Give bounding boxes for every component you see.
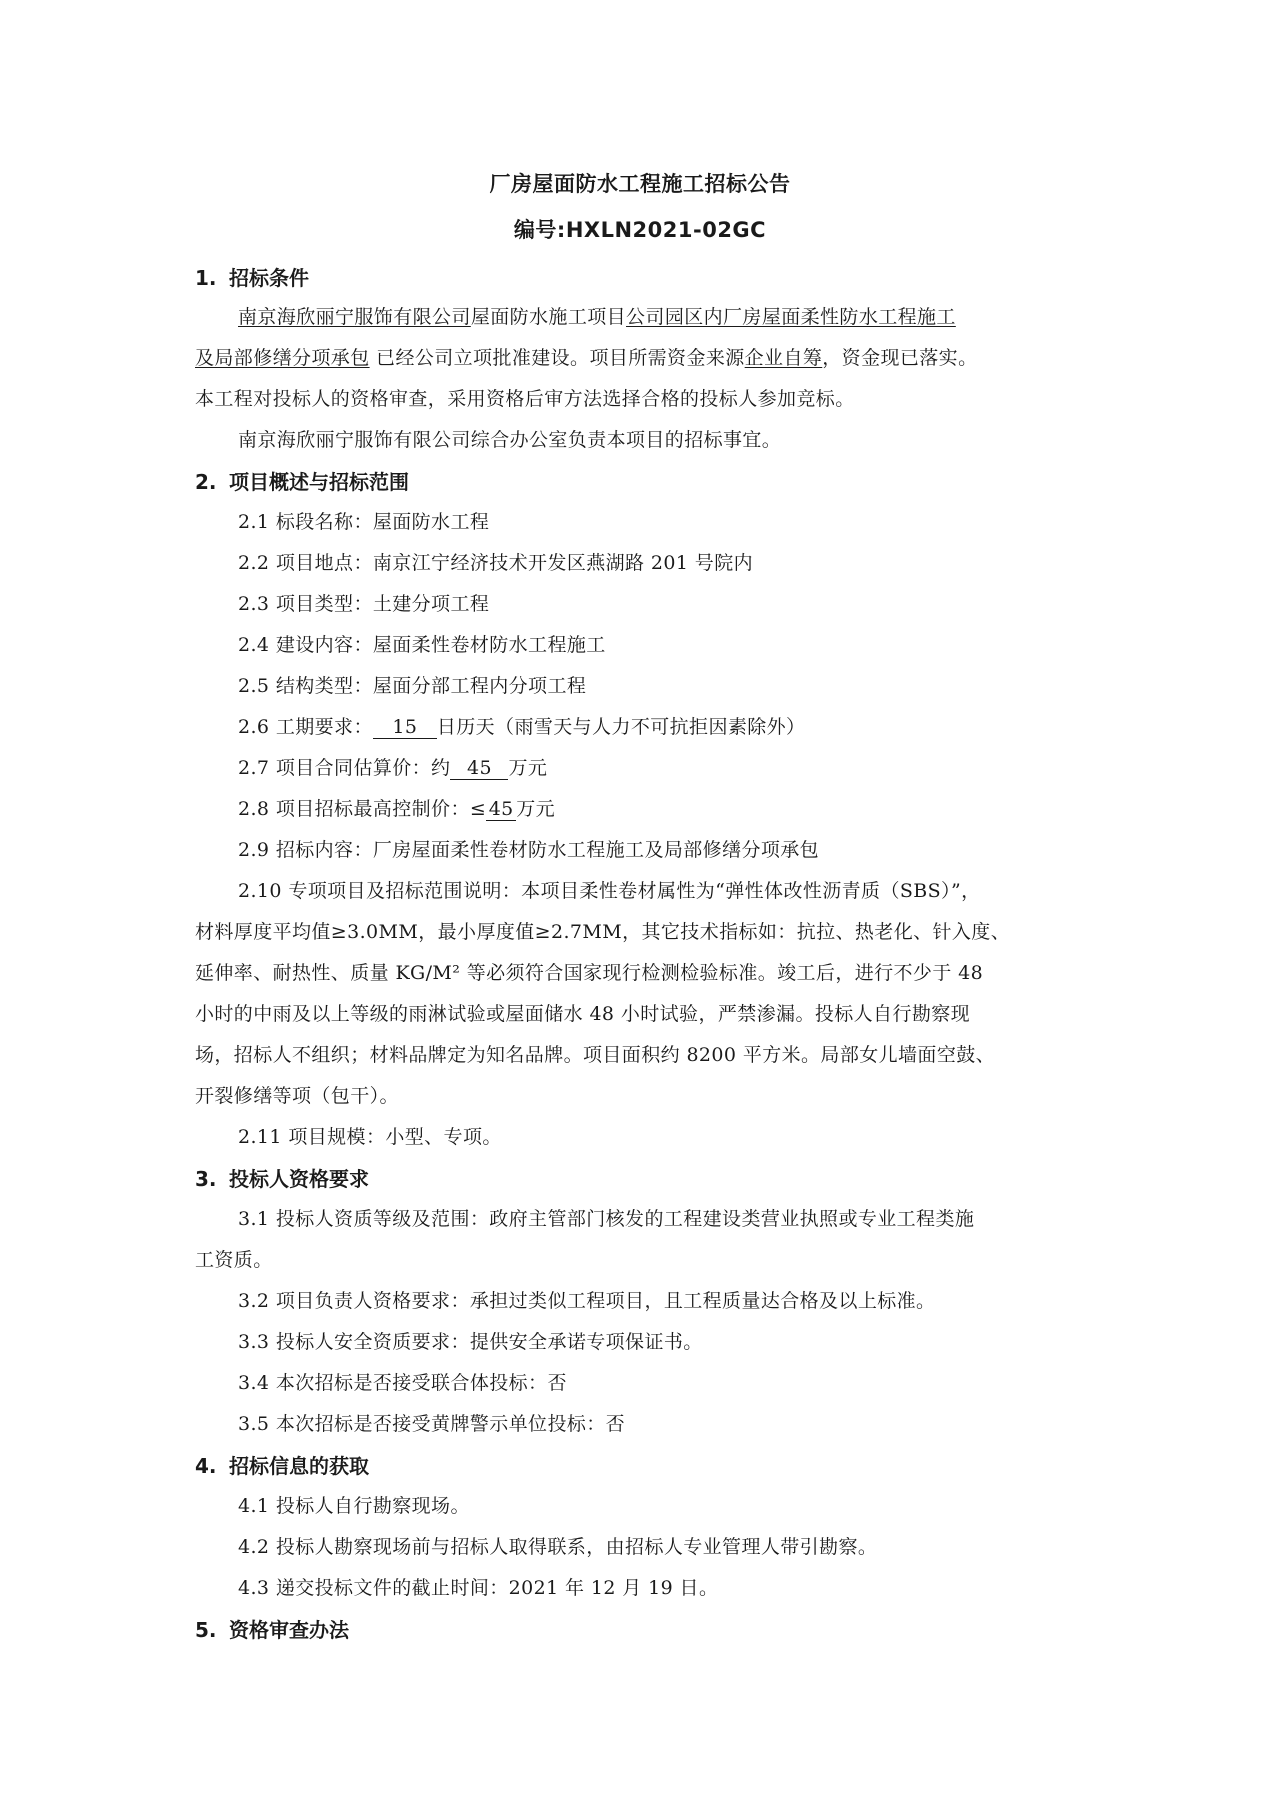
- list-item: [238, 794, 555, 821]
- paragraph-line: 小时的中雨及以上等级的雨淋试验或屋面储水 48 小时试验，严禁渗漏。投标人自行勘察现: [195, 1003, 971, 1025]
- list-item: 4.3 递交投标文件的截止时间：2021 年 12 月 19 日。: [238, 1577, 719, 1599]
- list-item: 2.4 建设内容：屋面柔性卷材防水工程施工: [238, 634, 606, 656]
- section-2-heading: [195, 466, 409, 495]
- underlined-company: 南京海欣丽宁服饰有限公司: [238, 306, 471, 328]
- list-item: 2.9 招标内容：厂房屋面柔性卷材防水工程施工及局部修缮分项承包: [238, 839, 820, 861]
- list-item: 2.10 专项项目及招标范围说明：本项目柔性卷材属性为“弹性体改性沥青质（SBS）”，: [238, 880, 981, 902]
- section-number: 4.: [195, 1454, 217, 1478]
- text-run: ，资金现已落实。: [822, 347, 978, 369]
- paragraph-line: 本工程对投标人的资格审查，采用资格后审方法选择合格的投标人参加竞标。: [195, 388, 855, 410]
- list-item: [238, 753, 547, 780]
- underlined-scope: 公司园区内厂房屋面柔性防水工程施工: [626, 306, 956, 328]
- text-run: 万元: [516, 798, 555, 820]
- section-number: 1.: [195, 266, 217, 290]
- list-item: [238, 712, 805, 739]
- text-run: 2.6 工期要求：: [238, 716, 373, 738]
- list-item: 2.2 项目地点：南京江宁经济技术开发区燕湖路 201 号院内: [238, 552, 754, 574]
- paragraph-line: 延伸率、耐热性、质量 KG/M² 等必须符合国家现行检测检验标准。竣工后，进行不少于 48: [195, 962, 984, 984]
- paragraph-line: [195, 343, 977, 370]
- paragraph-line: 开裂修缮等项（包干）。: [195, 1085, 399, 1107]
- list-item: 4.1 投标人自行勘察现场。: [238, 1495, 470, 1517]
- underlined-fund-source: 企业自筹: [744, 347, 823, 369]
- paragraph-line: [238, 302, 956, 329]
- list-item: 4.2 投标人勘察现场前与招标人取得联系，由招标人专业管理人带引勘察。: [238, 1536, 878, 1558]
- paragraph-line: 材料厚度平均值≥3.0MM，最小厚度值≥2.7MM，其它技术指标如：抗拉、热老化、针入度、: [195, 921, 1011, 943]
- document-title: 厂房屋面防水工程施工招标公告: [489, 172, 791, 196]
- section-number: 3.: [195, 1167, 217, 1191]
- section-4-heading: [195, 1450, 369, 1479]
- list-item: 2.5 结构类型：屋面分部工程内分项工程: [238, 675, 587, 697]
- max-price-value: 45: [486, 800, 516, 821]
- section-title: 项目概述与招标范围: [229, 470, 409, 494]
- section-number: 5.: [195, 1618, 217, 1642]
- list-item: 3.3 投标人安全资质要求：提供安全承诺专项保证书。: [238, 1331, 703, 1353]
- text-run: 2.7 项目合同估算价：约: [238, 757, 451, 779]
- duration-value: 15: [373, 718, 437, 739]
- underlined-scope-cont: 及局部修缮分项承包: [195, 347, 370, 369]
- list-item: 2.1 标段名称：屋面防水工程: [238, 511, 490, 533]
- paragraph-line: 场，招标人不组织；材料品牌定为知名品牌。项目面积约 8200 平方米。局部女儿墙面空鼓、: [195, 1044, 996, 1066]
- section-number: 2.: [195, 470, 217, 494]
- list-item: 2.3 项目类型：土建分项工程: [238, 593, 490, 615]
- list-item: 3.5 本次招标是否接受黄牌警示单位投标：否: [238, 1413, 626, 1435]
- section-title: 招标信息的获取: [229, 1454, 369, 1478]
- section-5-heading: [195, 1614, 349, 1643]
- text-run: 万元: [508, 757, 548, 779]
- list-item: 3.2 项目负责人资格要求：承担过类似工程项目，且工程质量达合格及以上标准。: [238, 1290, 936, 1312]
- list-item: 3.4 本次招标是否接受联合体投标：否: [238, 1372, 567, 1394]
- document-code: 编号:HXLN2021-02GC: [513, 218, 767, 242]
- paragraph-line: 南京海欣丽宁服饰有限公司综合办公室负责本项目的招标事宜。: [238, 429, 782, 451]
- section-1-heading: [195, 262, 309, 291]
- section-title: 投标人资格要求: [229, 1167, 369, 1191]
- list-item: 2.11 项目规模：小型、专项。: [238, 1126, 502, 1148]
- paragraph-line: 工资质。: [195, 1249, 273, 1271]
- section-title: 招标条件: [229, 266, 309, 290]
- estimated-price-value: 45: [450, 759, 508, 780]
- text-run: 已经公司立项批准建设。项目所需资金来源: [369, 347, 745, 369]
- section-3-heading: [195, 1163, 369, 1192]
- text-run: 日历天（雨雪天与人力不可抗拒因素除外）: [436, 716, 806, 738]
- list-item: 3.1 投标人资质等级及范围：政府主管部门核发的工程建设类营业执照或专业工程类施: [238, 1208, 975, 1230]
- section-title: 资格审查办法: [229, 1618, 349, 1642]
- text-run: 屋面防水施工项目: [470, 306, 627, 328]
- text-run: 2.8 项目招标最高控制价：≤: [238, 798, 487, 820]
